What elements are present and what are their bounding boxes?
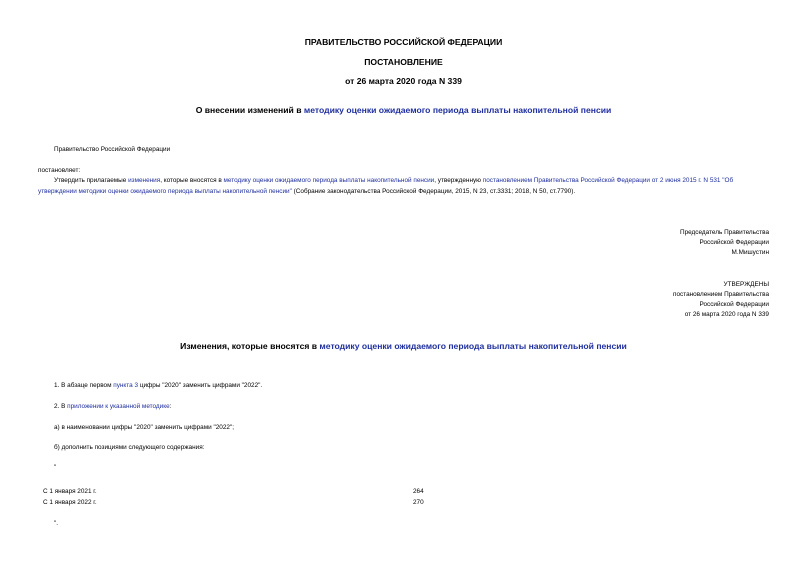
approved-line-2: постановлением Правительства <box>673 291 769 298</box>
signature-line-2: Российской Федерации <box>699 239 769 246</box>
document-title-prefix: О внесении изменений в <box>195 105 304 115</box>
methodology-link[interactable]: методику оценки ожидаемого периода выплаты накопительной пенсии <box>303 105 612 115</box>
changes-title <box>0 341 807 351</box>
approved-line-3: Российской Федерации <box>699 301 769 308</box>
p1-text-d: (Собрание законодательства Российской Федерации, 2015, N 23, ст.3331; 2018, N 50, ст.7790). <box>291 187 576 195</box>
methodology-link-3[interactable]: методику оценки ожидаемого периода выплаты накопительной пенсии <box>319 341 627 351</box>
signature-name: М.Мишустин <box>731 249 769 256</box>
approved-line-4: от 26 марта 2020 года N 339 <box>684 311 769 318</box>
quote-close: ". <box>54 520 59 527</box>
change-item-1 <box>54 381 262 391</box>
signature-line-1: Председатель Правительства <box>680 229 769 236</box>
change-item-2b: б) дополнить позициями следующего содержания: <box>54 444 205 451</box>
p1-text-b: , которые вносятся в <box>160 177 224 184</box>
decrees-text: постановляет: <box>38 167 81 174</box>
table-row-value: 270 <box>413 499 424 506</box>
table-row-date: С 1 января 2021 г. <box>43 488 97 495</box>
government-heading: ПРАВИТЕЛЬСТВО РОССИЙСКОЙ ФЕДЕРАЦИИ <box>304 37 503 47</box>
table-row-date: С 1 января 2022 г. <box>43 499 97 506</box>
issuer-text: Правительство Российской Федерации <box>54 146 171 153</box>
p1-text-c: , утвержденную <box>434 177 483 184</box>
main-paragraph <box>38 176 768 197</box>
change-item-2 <box>54 402 171 412</box>
appendix-link[interactable]: приложении к указанной методике <box>67 403 170 410</box>
document-title <box>0 105 807 115</box>
item2-text-b: : <box>169 403 172 410</box>
p1-text-a: Утвердить прилагаемые <box>54 177 129 184</box>
item1-text-a: 1. В абзаце первом <box>54 382 114 389</box>
methodology-link-2[interactable]: методику оценки ожидаемого периода выплаты накопительной пенсии <box>223 177 435 184</box>
item2-text-a: 2. В <box>54 403 68 410</box>
table-row-value: 264 <box>413 488 424 495</box>
document-type: ПОСТАНОВЛЕНИЕ <box>364 57 443 67</box>
resolution-531-link[interactable]: постановлением Правительства Российской Федерации от 2 июня 2015 г. N 531 "Об утверждении методики оценки ожидаемого периода выплаты накопительной пенсии" <box>38 177 734 195</box>
point-3-link[interactable]: пункта 3 <box>113 382 139 389</box>
change-item-2a: а) в наименовании цифры "2020" заменить цифрами "2022"; <box>54 424 235 431</box>
item1-text-b: цифры "2020" заменить цифрами "2022". <box>138 382 263 389</box>
changes-link[interactable]: изменения <box>128 177 161 184</box>
document-date-number: от 26 марта 2020 года N 339 <box>345 76 462 86</box>
changes-title-prefix: Изменения, которые вносятся в <box>180 341 320 351</box>
approved-line-1: УТВЕРЖДЕНЫ <box>723 281 769 288</box>
quote-open: " <box>54 464 57 471</box>
